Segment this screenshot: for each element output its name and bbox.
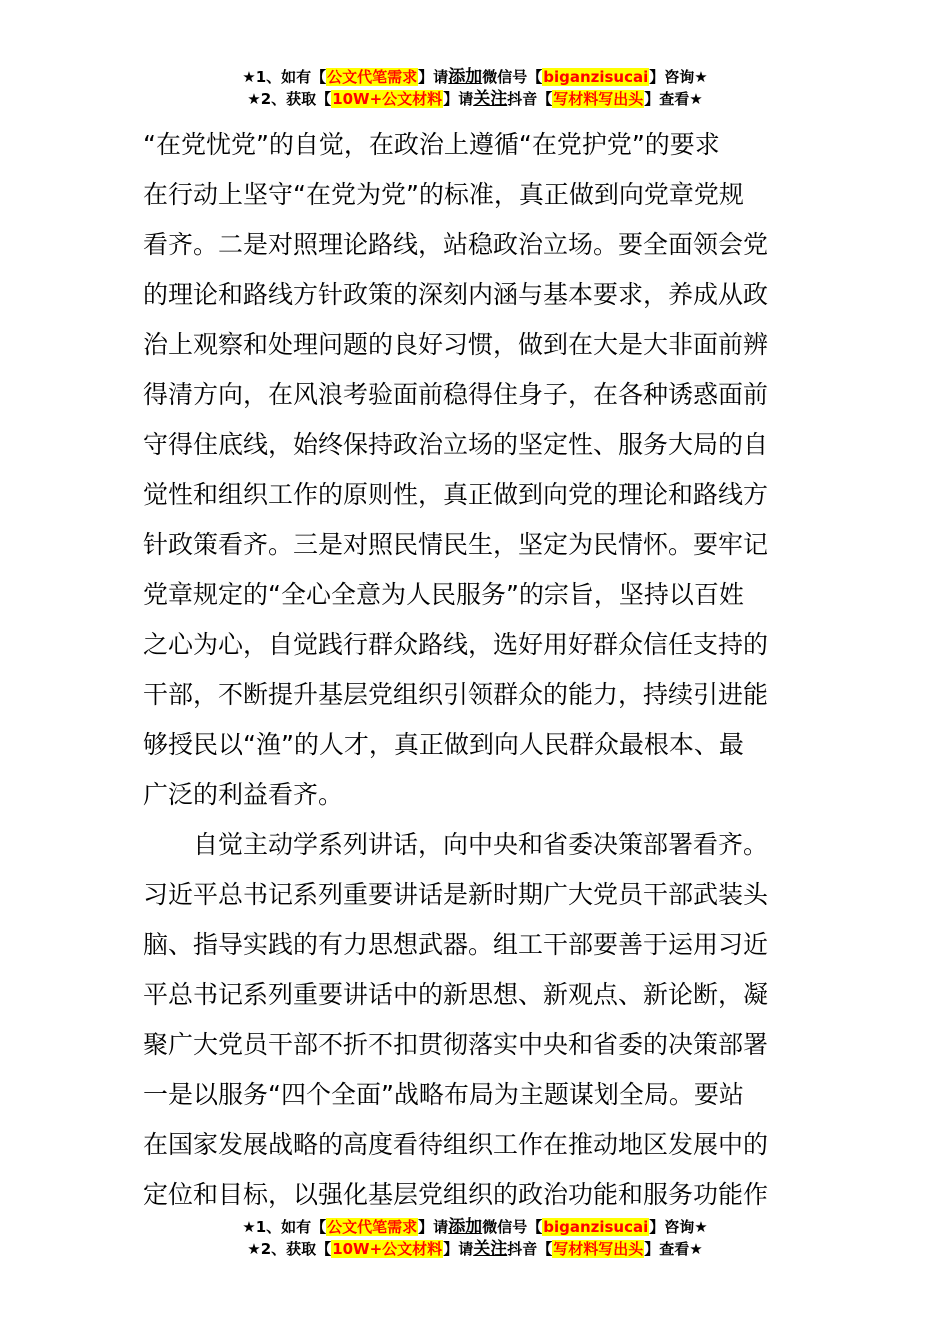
banner-line-1 bbox=[0, 1216, 950, 1238]
highlight-service: 公文代笔需求 bbox=[327, 68, 418, 86]
banner-text: 】请 bbox=[418, 68, 449, 86]
banner-text: 】查看★ bbox=[644, 1240, 703, 1258]
banner-text: ★1、如有【 bbox=[242, 68, 327, 86]
highlight-wechat-id: biganzisucai bbox=[543, 68, 649, 86]
banner-text: ★1、如有【 bbox=[242, 1218, 327, 1236]
banner-emphasis: 关注 bbox=[473, 89, 508, 109]
text-line: 在国家发展战略的高度看待组织工作在推动地区发展中的 bbox=[143, 1130, 769, 1159]
highlight-service: 公文代笔需求 bbox=[327, 1218, 418, 1236]
banner-text: ★2、获取【 bbox=[247, 90, 332, 108]
highlight-wechat-id: biganzisucai bbox=[543, 1218, 649, 1236]
highlight-douyin: 写材料写出头 bbox=[553, 1240, 644, 1258]
header-banner bbox=[0, 66, 950, 110]
text-line: 党章规定的“全心全意为人民服务”的宗旨，坚持以百姓 bbox=[143, 580, 744, 609]
text-line: 在行动上坚守“在党为党”的标准，真正做到向党章党规 bbox=[143, 180, 744, 209]
text-line: 够授民以“渔”的人才，真正做到向人民群众最根本、最 bbox=[143, 730, 744, 759]
banner-text: 】请 bbox=[443, 1240, 474, 1258]
text-line: 广泛的利益看齐。 bbox=[143, 780, 344, 809]
banner-emphasis: 关注 bbox=[473, 1239, 508, 1259]
text-line: 觉性和组织工作的原则性，真正做到向党的理论和路线方 bbox=[143, 480, 769, 509]
text-line: 脑、指导实践的有力思想武器。组工干部要善于运用习近 bbox=[143, 930, 769, 959]
banner-line-1 bbox=[0, 66, 950, 88]
banner-text: 微信号【 bbox=[482, 68, 543, 86]
highlight-materials: 10W+公文材料 bbox=[332, 1240, 443, 1258]
banner-emphasis: 添加 bbox=[448, 1217, 483, 1237]
text-line: 的理论和路线方针政策的深刻内涵与基本要求，养成从政 bbox=[143, 280, 769, 309]
text-line: 守得住底线，始终保持政治立场的坚定性、服务大局的自 bbox=[143, 430, 769, 459]
document-body bbox=[143, 120, 808, 1220]
text-line: 聚广大党员干部不折不扣贯彻落实中央和省委的决策部署 bbox=[143, 1030, 769, 1059]
banner-text: 】请 bbox=[418, 1218, 449, 1236]
banner-text: 】咨询★ bbox=[649, 68, 708, 86]
banner-text: 抖音【 bbox=[507, 90, 553, 108]
text-line: 得清方向，在风浪考验面前稳得住身子，在各种诱惑面前 bbox=[143, 380, 769, 409]
text-line: 干部，不断提升基层党组织引领群众的能力，持续引进能 bbox=[143, 680, 769, 709]
text-line: 看齐。二是对照理论路线，站稳政治立场。要全面领会党 bbox=[143, 230, 769, 259]
banner-line-2 bbox=[0, 1238, 950, 1260]
banner-line-2 bbox=[0, 88, 950, 110]
banner-emphasis: 添加 bbox=[448, 67, 483, 87]
highlight-materials: 10W+公文材料 bbox=[332, 90, 443, 108]
text-line: “在党忧党”的自觉，在政治上遵循“在党护党”的要求 bbox=[143, 130, 720, 159]
text-line: 之心为心，自觉践行群众路线，选好用好群众信任支持的 bbox=[143, 630, 769, 659]
footer-banner bbox=[0, 1216, 950, 1260]
banner-text: 】请 bbox=[443, 90, 474, 108]
banner-text: 微信号【 bbox=[482, 1218, 543, 1236]
banner-text: 】咨询★ bbox=[649, 1218, 708, 1236]
highlight-douyin: 写材料写出头 bbox=[553, 90, 644, 108]
text-line: 针政策看齐。三是对照民情民生，坚定为民情怀。要牢记 bbox=[143, 530, 769, 559]
paragraph-start-line: 自觉主动学系列讲话，向中央和省委决策部署看齐。 bbox=[143, 830, 769, 859]
text-line: 治上观察和处理问题的良好习惯，做到在大是大非面前辨 bbox=[143, 330, 769, 359]
banner-text: 】查看★ bbox=[644, 90, 703, 108]
text-line: 定位和目标，以强化基层党组织的政治功能和服务功能作 bbox=[143, 1180, 769, 1209]
banner-text: 抖音【 bbox=[507, 1240, 553, 1258]
text-line: 习近平总书记系列重要讲话是新时期广大党员干部武装头 bbox=[143, 880, 769, 909]
text-line: 平总书记系列重要讲话中的新思想、新观点、新论断，凝 bbox=[143, 980, 769, 1009]
banner-text: ★2、获取【 bbox=[247, 1240, 332, 1258]
text-line: 一是以服务“四个全面”战略布局为主题谋划全局。要站 bbox=[143, 1080, 744, 1109]
